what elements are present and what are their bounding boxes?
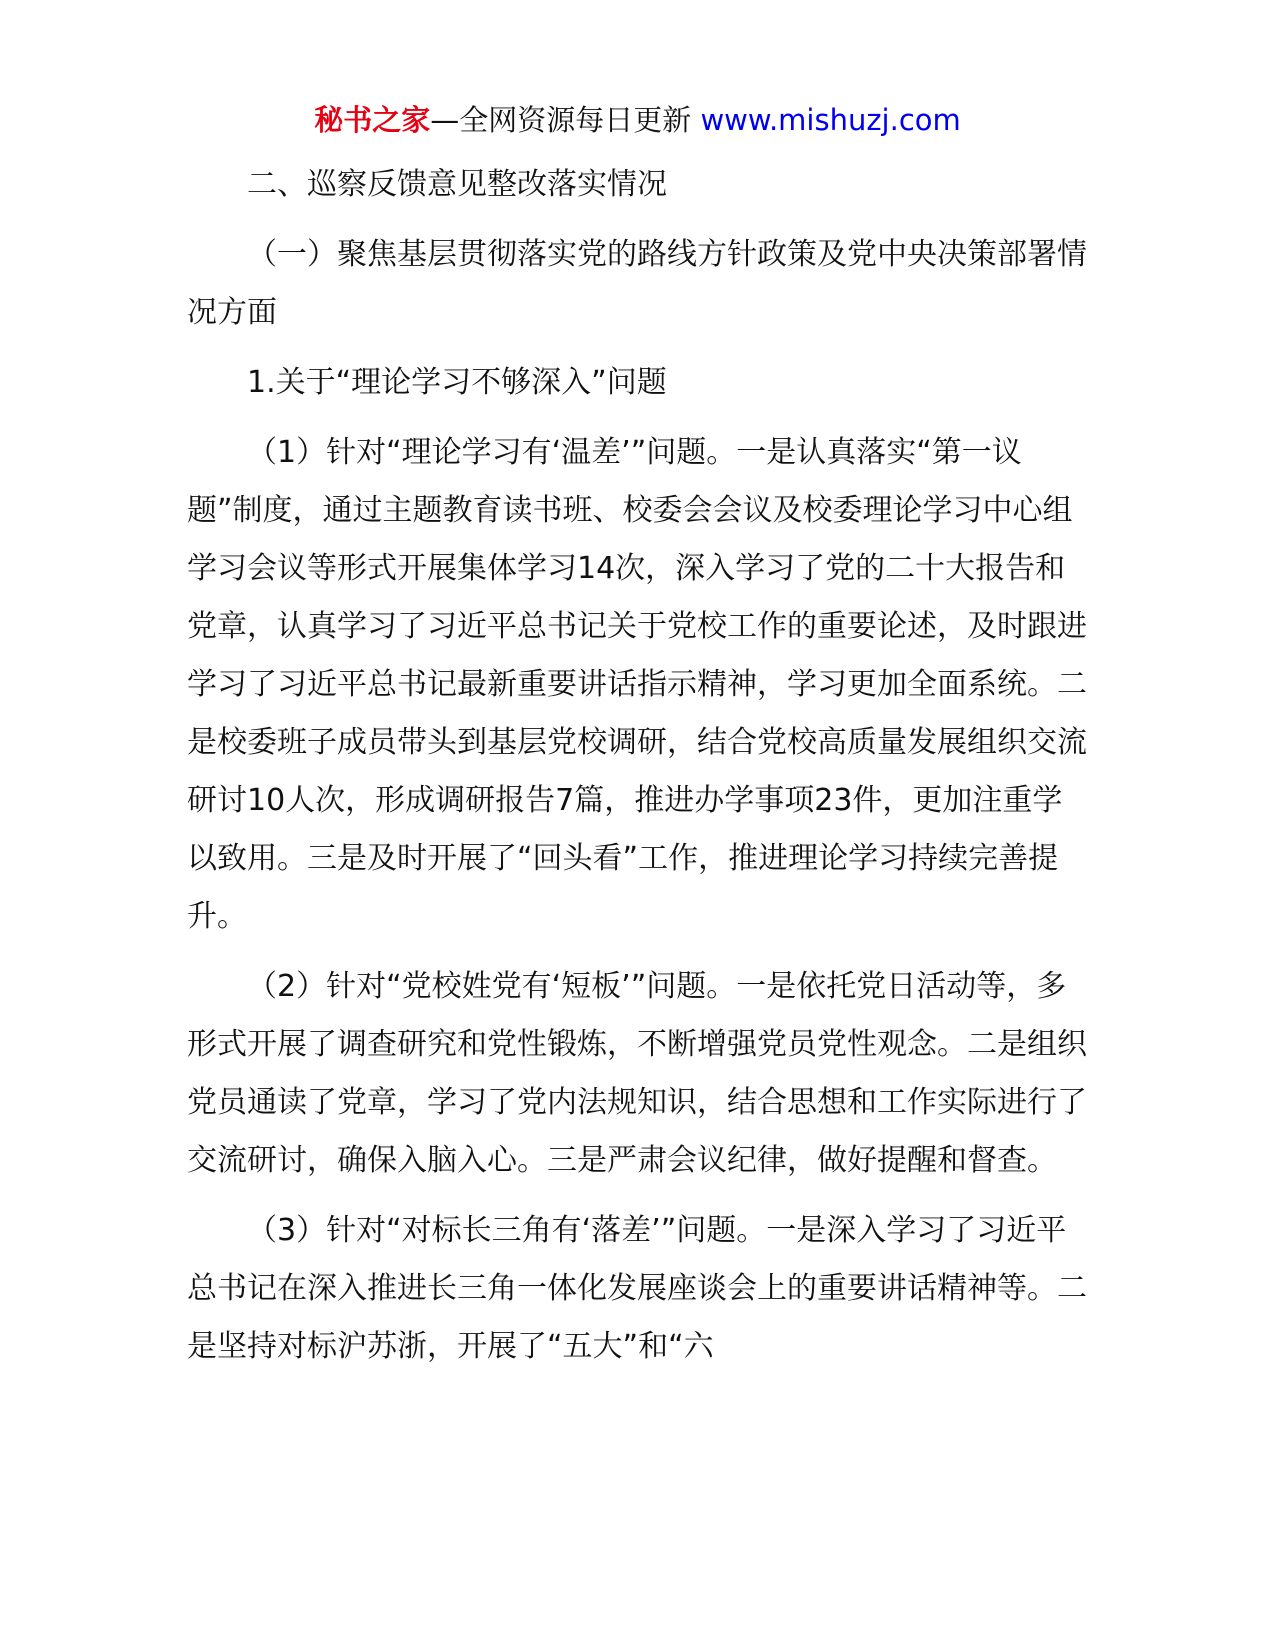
subsection-heading: （一）聚焦基层贯彻落实党的路线方针政策及党中央决策部署情况方面 [187,237,1087,330]
brand-name: 秘书之家 [314,103,431,137]
body-paragraph: （2）针对“党校姓党有‘短板’”问题。一是依托党日活动等，多形式开展了调查研究和党性锻炼，不断增强党员党性观念。二是组织党员通读了党章，学习了党内法规知识，结合思想和工作实际进行了交流研讨，确保入脑入心。三是严肃会议纪律，做好提醒和督查。 [187,969,1087,1178]
issue-heading: 1.关于“理论学习不够深入”问题 [247,365,667,400]
page-header [0,100,1275,140]
header-tagline: —全网资源每日更新 [430,103,701,137]
body-paragraph: （1）针对“理论学习有‘温差’”问题。一是认真落实“第一议题”制度，通过主题教育读书班、校委会会议及校委理论学习中心组学习会议等形式开展集体学习14次，深入学习了党的二十大报告和党章，认真学习了习近平总书记关于党校工作的重要论述，及时跟进学习了习近平总书记最新重要讲话指示精神，学习更加全面系统。二是校委班子成员带头到基层党校调研，结合党校高质量发展组织交流研讨10人次，形成调研报告7篇，推进办学事项23件，更加注重学以致用。三是及时开展了“回头看”工作，推进理论学习持续完善提升。 [187,435,1087,934]
body-paragraph: （3）针对“对标长三角有‘落差’”问题。一是深入学习了习近平总书记在深入推进长三角一体化发展座谈会上的重要讲话精神等。二是坚持对标沪苏浙，开展了“五大”和“六 [187,1213,1087,1364]
section-heading: 二、巡察反馈意见整改落实情况 [247,167,667,202]
document-body [187,156,1087,1376]
website-link[interactable]: www.mishuzj.com [700,103,961,137]
